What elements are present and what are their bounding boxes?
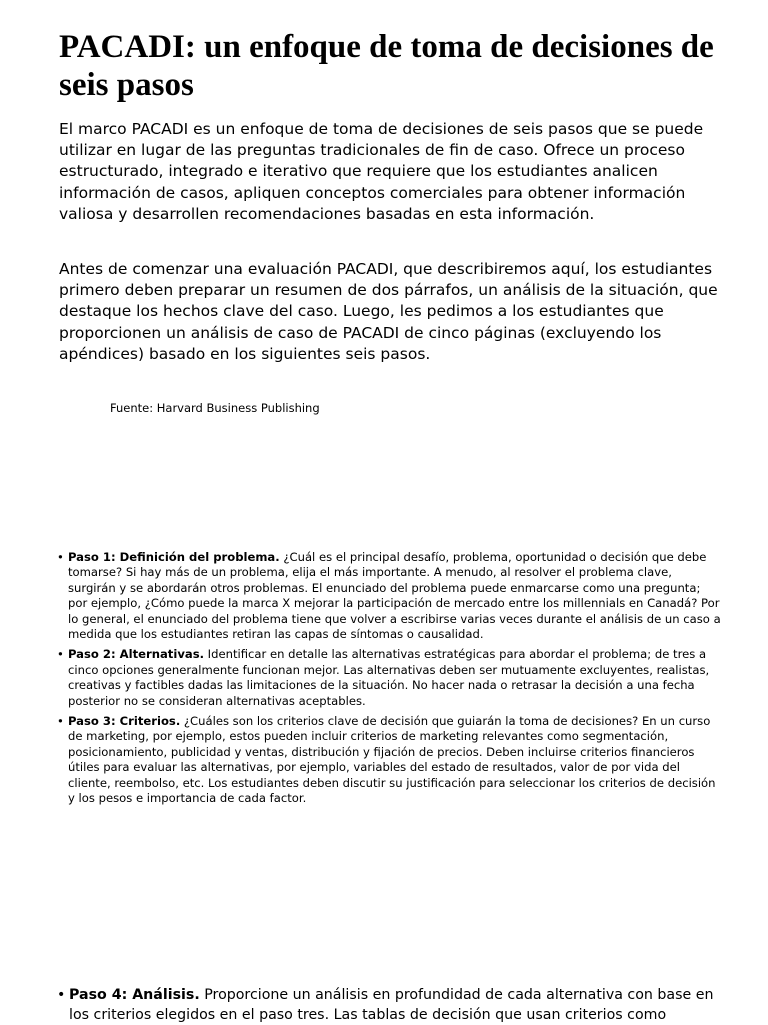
step-label: Paso 2: Alternativas. bbox=[68, 647, 204, 662]
steps-list bbox=[57, 550, 722, 812]
list-item bbox=[57, 550, 722, 642]
step-label: Paso 1: Definición del problema. bbox=[68, 550, 280, 564]
step-label: Paso 3: Criterios. bbox=[68, 714, 181, 729]
step-text: Proporcione un análisis en profundidad de cada alternativa con base en los criterios elegidos en el paso tres. Las tablas de decisión que usan criterios como bbox=[69, 987, 714, 1023]
list-item bbox=[57, 647, 722, 709]
instructions-paragraph: Antes de comenzar una evaluación PACADI, que describiremos aquí, los estudiantes primero deben preparar un resumen de dos párrafos, un análisis de la situación, que destaque los hechos clave del caso. Luego, les pedimos a los estudiantes que proporcionen un análisis de caso de PACADI de cinco páginas (excluyendo los apéndices) basado en los siguientes seis pasos. bbox=[59, 260, 718, 363]
step-text: ¿Cuál es el principal desafío, problema, oportunidad o decisión que debe tomarse? Si hay más de un problema, elija el más importante. A menudo, al resolver el problema clave, surgirán y se abordarán otros problemas. El enunciado del problema puede enmarcarse como una pregunta; por ejemplo, ¿Cómo puede la marca X mejorar la participación de mercado entre los millennials en Canadá? Por lo general, el enunciado del problema tiene que volver a escribirse varias veces durante el análisis de un caso a medida que los estudiantes retiran las capas de síntomas o causalidad. bbox=[68, 550, 721, 642]
step4-list bbox=[57, 985, 722, 1025]
list-item bbox=[57, 985, 722, 1025]
step-text: ¿Cuáles son los criterios clave de decisión que guiarán la toma de decisiones? En un curso de marketing, por ejemplo, estos pueden incluir criterios de marketing relevantes como segmentación, posicionamiento, publicidad y ventas, distribución y fijación de precios. Deben incluirse criterios financieros útiles para evaluar las alternativas, por ejemplo, variables del estado de resultados, valor de por vida del cliente, reembolso, etc. Los estudiantes deben discutir su justificación para seleccionar los criterios de decisión y los pesos e importancia de cada factor. bbox=[68, 714, 716, 806]
page-title: PACADI: un enfoque de toma de decisiones de seis pasos bbox=[59, 29, 714, 103]
step-text: Identificar en detalle las alternativas estratégicas para abordar el problema; de tres a cinco opciones generalmente funcionan mejor. Las alternativas deben ser mutuamente excluyentes, realistas, creativas y factibles dadas las limitaciones de la situación. No hacer nada o retrasar la decisión a una fecha posterior no se consideran alternativas aceptables. bbox=[68, 647, 710, 708]
source-citation: Fuente: Harvard Business Publishing bbox=[110, 401, 320, 415]
intro-paragraph: El marco PACADI es un enfoque de toma de decisiones de seis pasos que se puede utilizar en lugar de las preguntas tradicionales de fin de caso. Ofrece un proceso estructurado, integrado e iterativo que requiere que los estudiantes analicen información de casos, apliquen conceptos comerciales para obtener información valiosa y desarrollen recomendaciones basadas en esta información. bbox=[59, 120, 704, 223]
step-label: Paso 4: Análisis. bbox=[69, 987, 200, 1003]
list-item bbox=[57, 714, 722, 806]
